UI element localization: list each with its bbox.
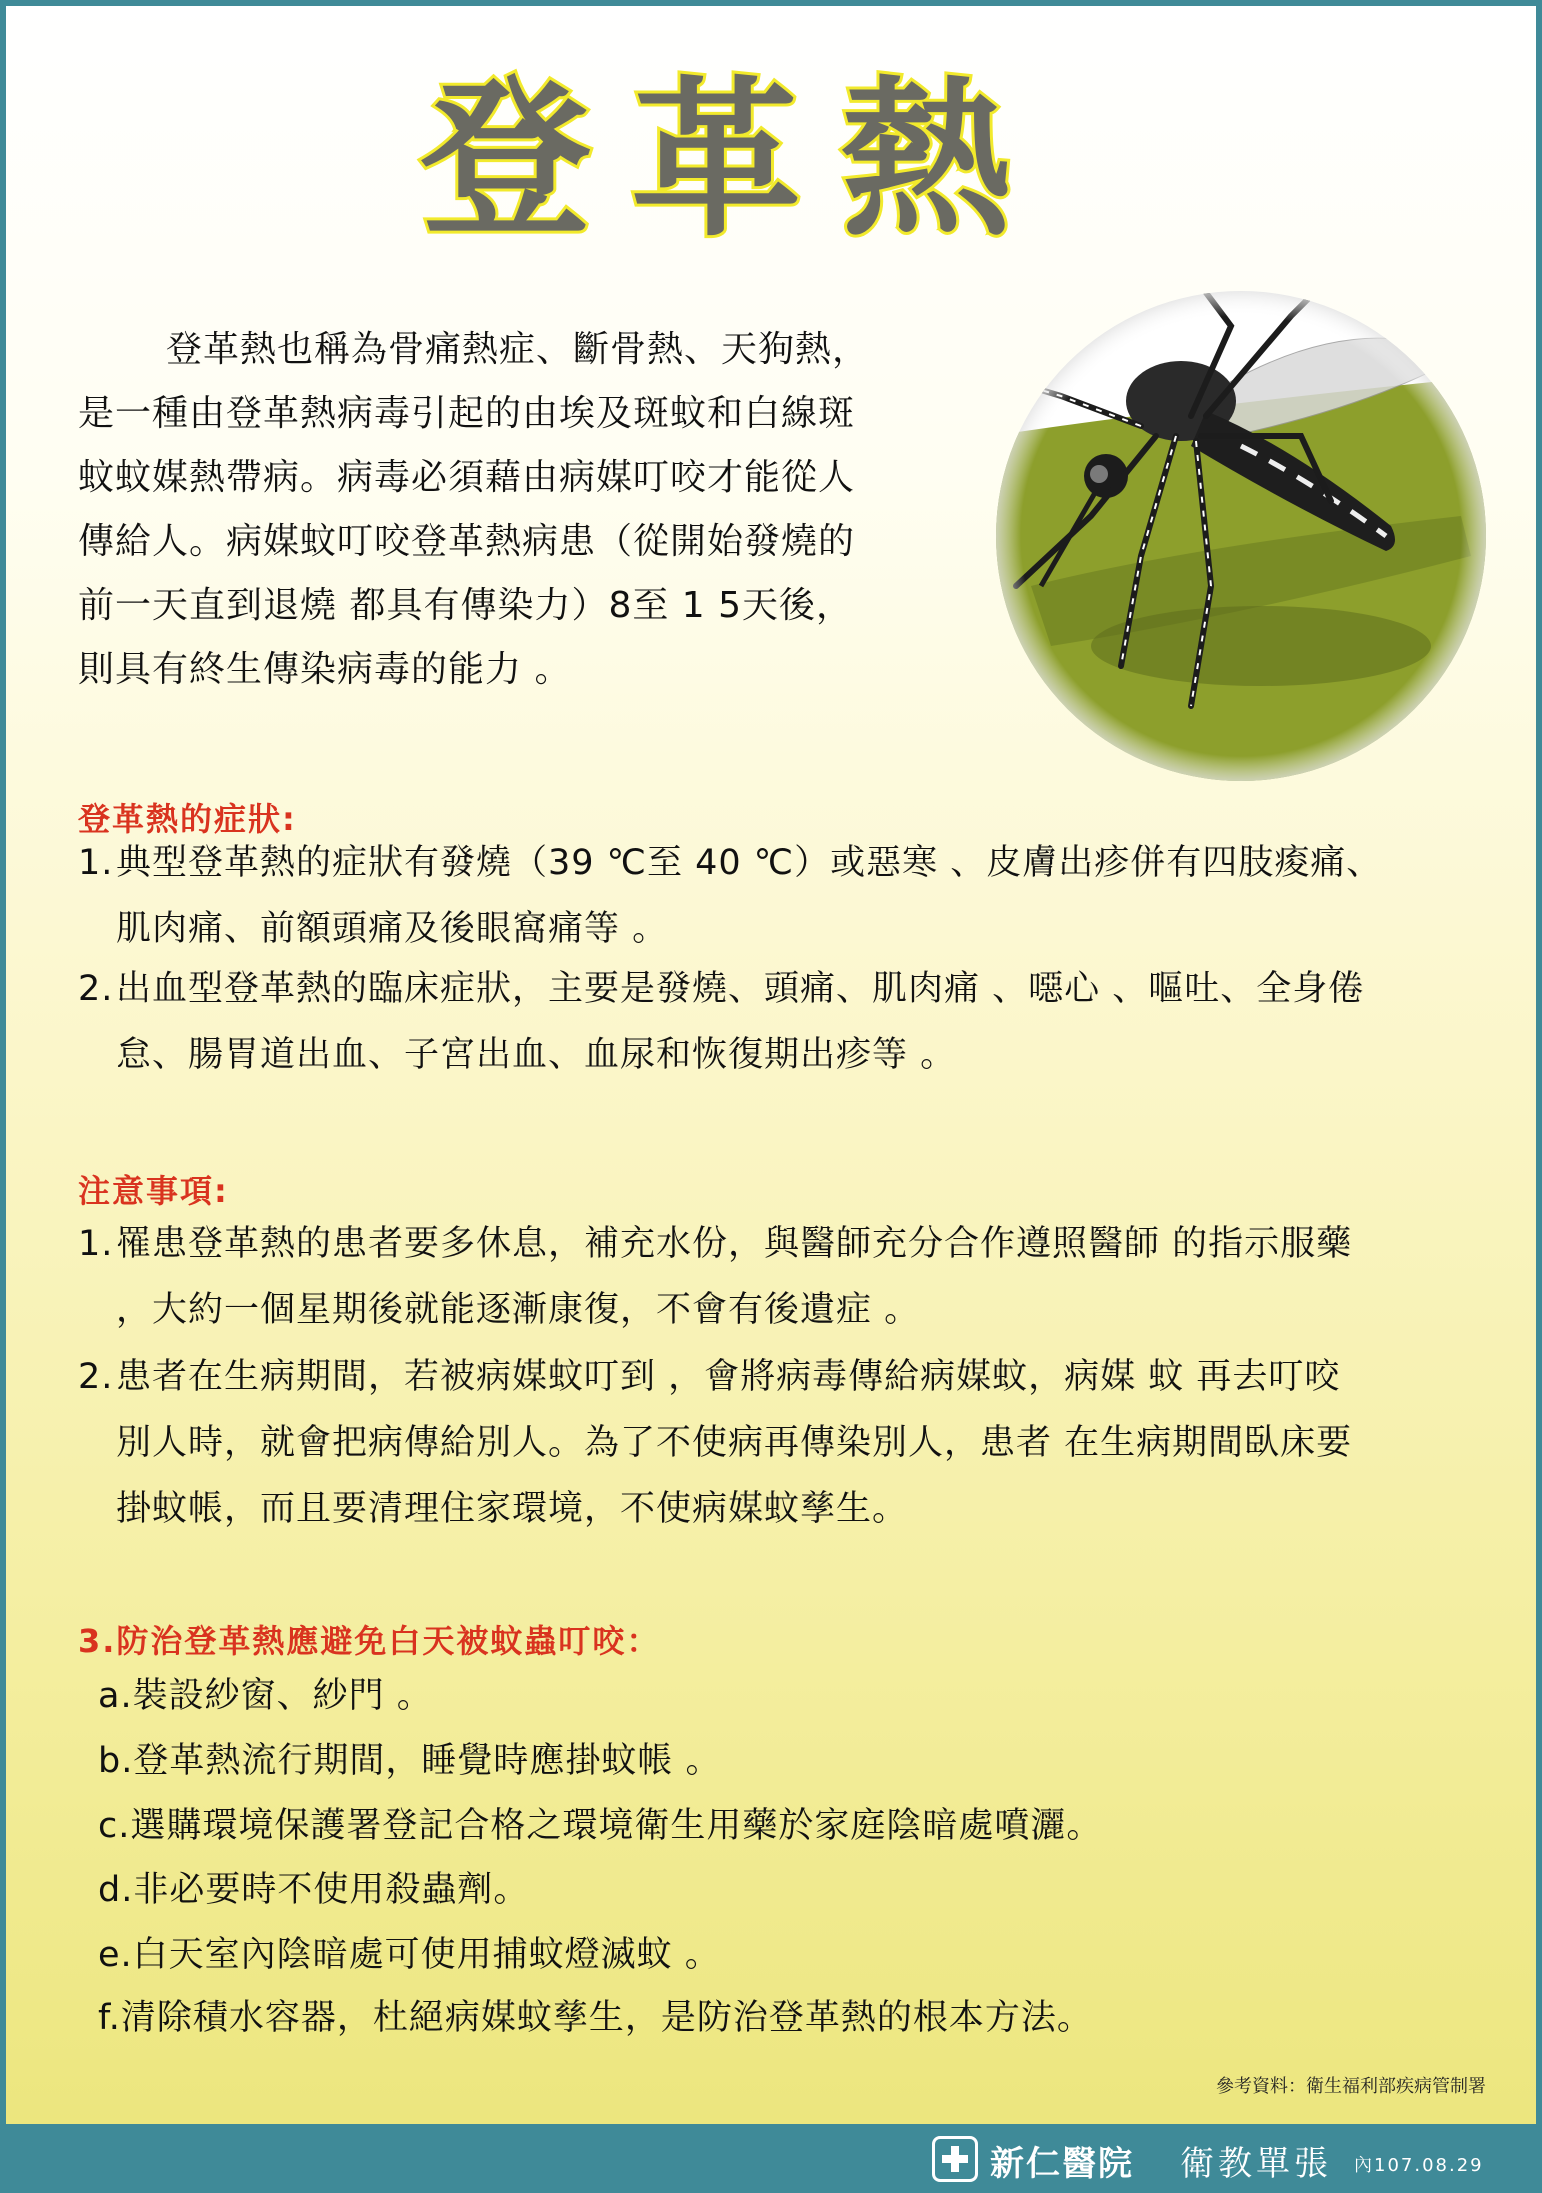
intro-line: 傳給人。病媒蚊叮咬登革熱病患（從開始發燒的 <box>78 521 856 562</box>
symptoms-heading: 登革熱的症狀: <box>78 800 297 838</box>
footer-bar <box>0 2124 1542 2193</box>
notes-heading: 注意事項: <box>78 1172 229 1210</box>
prevention-item: d.非必要時不使用殺蟲劑。 <box>98 1870 530 1910</box>
page-title: 登革熱 <box>420 62 1051 260</box>
symptom-item <box>78 956 1498 1088</box>
item-line: 罹患登革熱的患者要多休息，補充水份，與醫師充分合作遵照醫師 的指示服藥 <box>116 1224 1353 1264</box>
mosquito-illustration <box>991 286 1491 786</box>
note-item <box>78 1344 1498 1542</box>
item-line: 肌肉痛、前額頭痛及後眼窩痛等 。 <box>116 909 669 949</box>
intro-line: 則具有終生傳染病毒的能力 。 <box>78 649 572 690</box>
prevention-item: a.裝設紗窗、紗門 。 <box>98 1676 433 1716</box>
flyer-sheet <box>6 6 1536 2124</box>
reference-note: 參考資料：衛生福利部疾病管制署 <box>1216 2076 1486 2097</box>
prevention-heading: 3.防治登革熱應避免白天被蚊蟲叮咬： <box>78 1622 661 1660</box>
item-line: 患者在生病期間，若被病媒蚊叮到 ，會將病毒傳給病媒蚊，病媒 蚊 再去叮咬 <box>116 1357 1341 1397</box>
intro-line: 是一種由登革熱病毒引起的由埃及斑蚊和白線斑 <box>78 393 856 434</box>
intro-line: 登革熱也稱為骨痛熱症、斷骨熱、天狗熱， <box>166 329 870 370</box>
item-line: 出血型登革熱的臨床症狀，主要是發燒、頭痛、肌肉痛 、噁心 、嘔吐、全身倦 <box>116 969 1365 1009</box>
item-line: ，大約一個星期後就能逐漸康復，不會有後遺症 。 <box>116 1290 921 1330</box>
intro-line: 前一天直到退燒 都具有傳染力）8至 1 5天後， <box>78 585 854 626</box>
prevention-item: e.白天室內陰暗處可使用捕蚊燈滅蚊 。 <box>98 1935 721 1975</box>
item-number: 1. <box>78 843 114 883</box>
intro-line: 蚊蚊媒熱帶病。病毒必須藉由病媒叮咬才能從人 <box>78 457 856 498</box>
item-line: 掛蚊帳，而且要清理住家環境，不使病媒蚊孳生。 <box>116 1489 909 1529</box>
prevention-item: b.登革熱流行期間，睡覺時應掛蚊帳 。 <box>98 1741 722 1781</box>
item-number: 2. <box>78 969 114 1009</box>
item-line: 典型登革熱的症狀有發燒（39 ℃至 40 ℃）或惡寒 、皮膚出疹併有四肢痠痛、 <box>116 843 1383 883</box>
item-number: 2. <box>78 1357 114 1397</box>
note-item <box>78 1211 1498 1343</box>
item-line: 別人時，就會把病傳給別人。為了不使病再傳染別人，患者 在生病期間臥床要 <box>116 1423 1353 1463</box>
prevention-item: f.清除積水容器，杜絕病媒蚊孳生，是防治登革熱的根本方法。 <box>98 1998 1093 2038</box>
symptom-item <box>78 830 1498 962</box>
item-line: 怠、腸胃道出血、子宮出血、血尿和恢復期出疹等 。 <box>116 1035 957 1075</box>
intro-paragraph <box>78 318 938 702</box>
prevention-item: c.選購環境保護署登記合格之環境衛生用藥於家庭陰暗處噴灑。 <box>98 1806 1103 1846</box>
sheet-type: 衛教單張 <box>1180 2144 1332 2184</box>
hospital-name: 新仁醫院 <box>990 2144 1134 2184</box>
item-number: 1. <box>78 1224 114 1264</box>
issue-date: 內107.08.29 <box>1354 2155 1484 2176</box>
hospital-logo-icon <box>932 2136 978 2182</box>
